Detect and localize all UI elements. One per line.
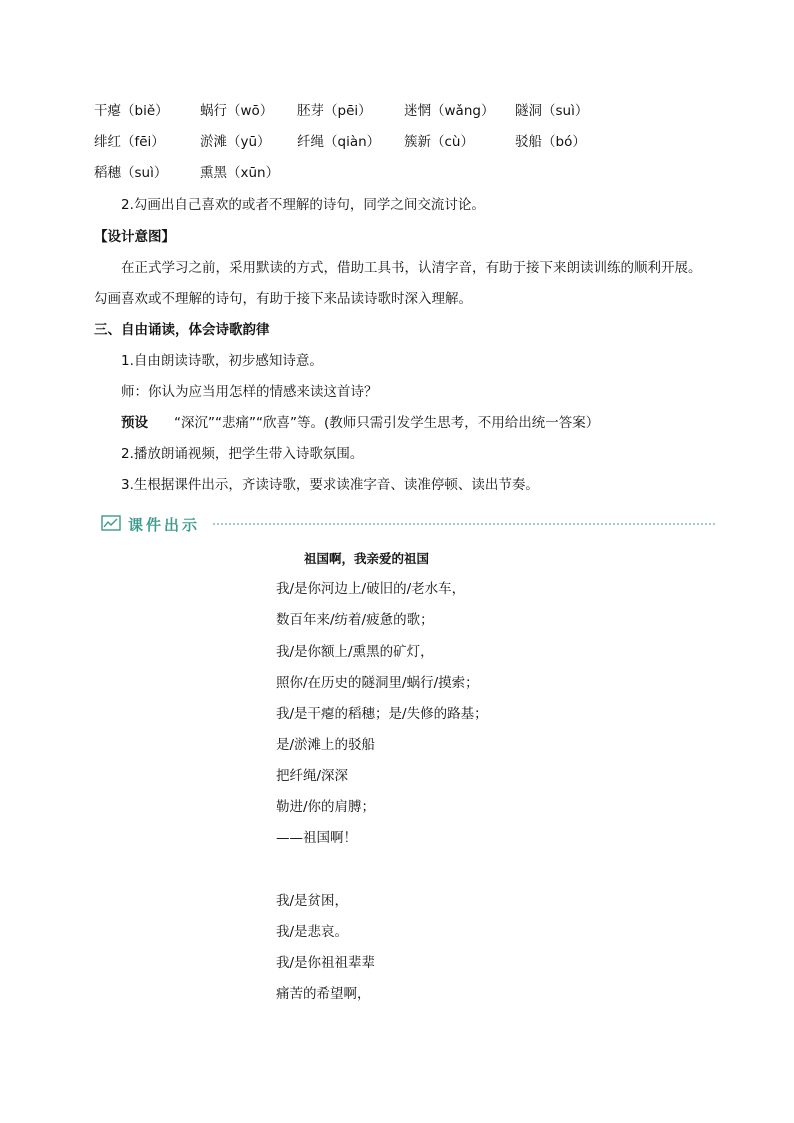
vocab-item: 熏黑（xūn）	[200, 165, 280, 181]
banner-divider	[213, 523, 715, 525]
preset-text: “深沉”“悲痛”“欣喜”等。(教师只需引发学生思考，不用给出统一答案）	[174, 415, 600, 431]
design-intent-text: 在正式学习之前，采用默读的方式，借助工具书，认清字音，有助于接下来朗读训练的顺利开展。	[121, 260, 702, 276]
courseware-banner	[101, 512, 715, 534]
step-2-text: 2.勾画出自己喜欢的或者不理解的诗句，同学之间交流讨论。	[121, 197, 485, 213]
design-intent-text-cont: 勾画喜欢或不理解的诗句，有助于接下来品读诗歌时深入理解。	[94, 291, 472, 307]
poem-title: 祖国啊，我亲爱的祖国	[304, 551, 430, 566]
poem-line: 照你/在历史的隧洞里/蜗行/摸索；	[276, 675, 479, 691]
poem-line: 我/是你祖祖辈辈	[276, 955, 376, 971]
section-3-item-1: 1.自由朗读诗歌，初步感知诗意。	[121, 353, 323, 369]
poem-line: 勒进/你的肩膊；	[276, 799, 376, 815]
poem-line: ——祖国啊！	[276, 830, 357, 846]
vocab-item: 稻穗（suì）	[94, 165, 168, 181]
poem-line: 痛苦的希望啊，	[276, 986, 371, 1002]
section-3-item-2: 2.播放朗诵视频，把学生带入诗歌氛围。	[121, 446, 364, 462]
preset-answer	[121, 417, 599, 431]
vocab-item: 干瘪（biě）	[94, 103, 169, 119]
vocab-item: 绯红（fēi）	[94, 134, 165, 150]
poem-line: 把纤绳/深深	[276, 768, 349, 784]
vocab-item: 驳船（bó）	[515, 134, 586, 150]
section-3-heading: 三、自由诵读，体会诗歌韵律	[94, 322, 270, 338]
vocab-item: 簇新（cù）	[404, 134, 474, 150]
vocab-item: 纤绳（qiàn）	[297, 134, 381, 150]
vocab-item: 胚芽（pēi）	[297, 103, 372, 119]
vocab-item: 迷惘（wǎng）	[404, 103, 495, 119]
poem-line: 我/是干瘪的稻穗；是/失修的路基；	[276, 706, 488, 722]
chart-icon	[101, 515, 121, 531]
section-3-item-3: 3.生根据课件出示，齐读诗歌，要求读准字音、读准停顿、读出节奏。	[121, 477, 539, 493]
poem-line: 我/是你额上/熏黑的矿灯，	[276, 644, 434, 660]
preset-label: 预设	[121, 415, 148, 431]
vocab-item: 淤滩（yū）	[200, 134, 271, 150]
vocab-item: 蜗行（wō）	[200, 103, 274, 119]
design-intent-heading: 【设计意图】	[94, 229, 175, 245]
vocab-item: 隧洞（suì）	[515, 103, 589, 119]
poem-line: 我/是贫困，	[276, 893, 349, 909]
poem-line: 数百年来/纺着/疲惫的歌；	[276, 612, 434, 628]
teacher-question: 师：你认为应当用怎样的情感来读这首诗？	[121, 384, 378, 400]
poem-line: 我/是你河边上/破旧的/老水车，	[276, 581, 466, 597]
banner-label: 课件出示	[128, 516, 201, 534]
poem-line: 是/淤滩上的驳船	[276, 737, 376, 753]
poem-line: 我/是悲哀。	[276, 924, 349, 940]
